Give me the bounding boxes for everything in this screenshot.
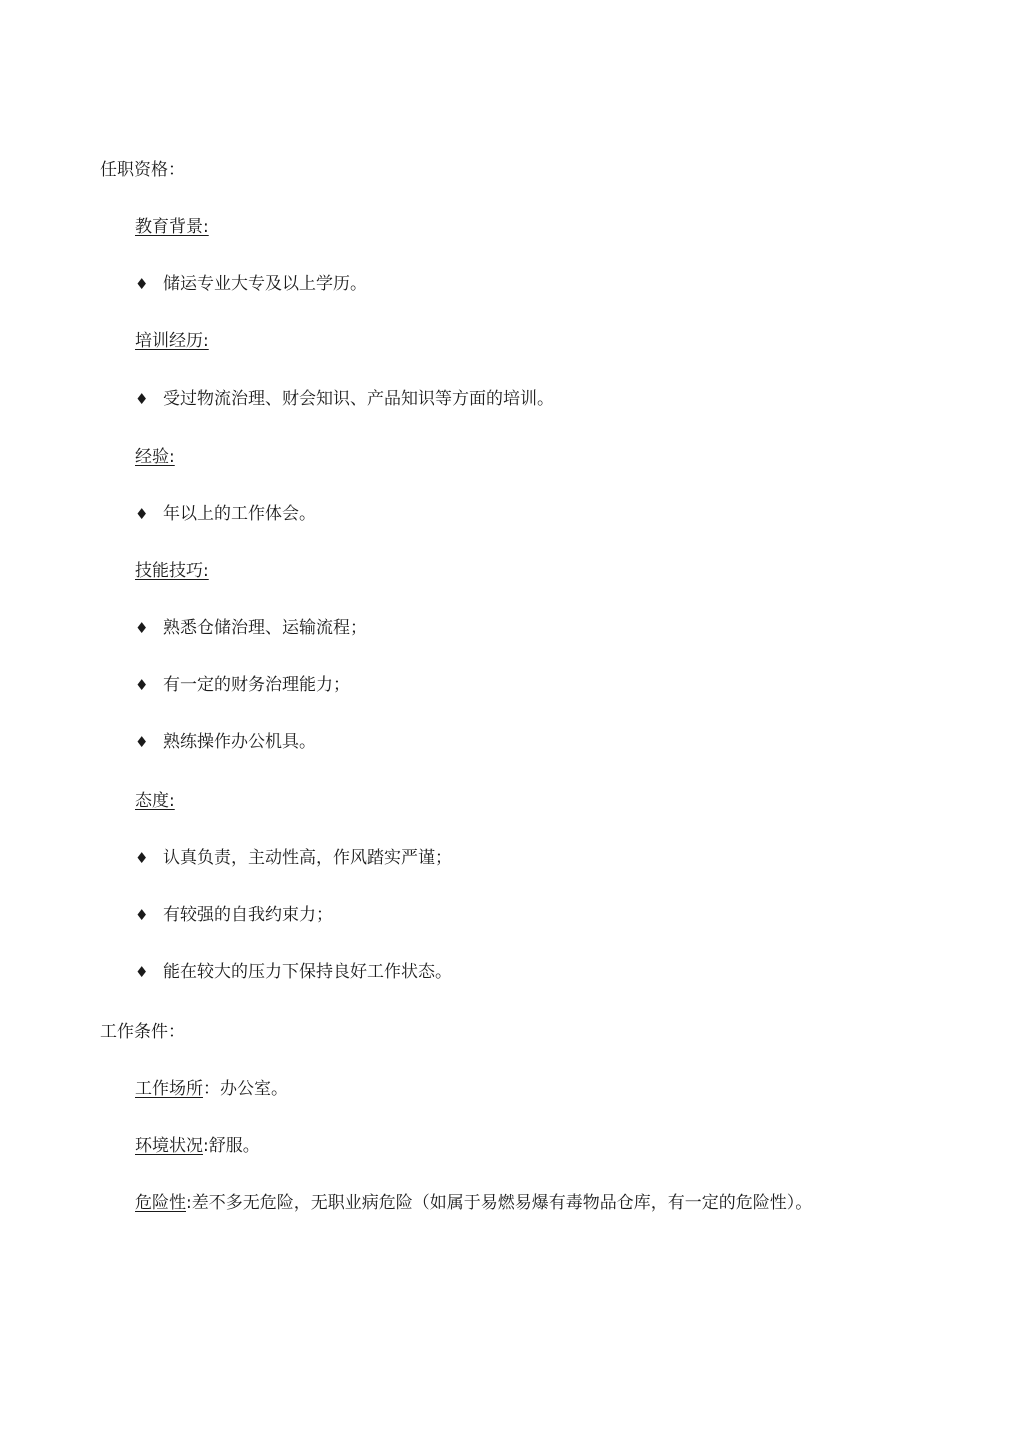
list-item-text: 储运专业大专及以上学历。: [163, 274, 367, 294]
workplace-label: 工作场所: [135, 1079, 203, 1099]
list-item: [135, 846, 452, 870]
list-item-text: 认真负责，主动性高，作风踏实严谨；: [163, 848, 452, 868]
workplace-line: [135, 1077, 288, 1101]
bullet-icon: ♦: [135, 733, 149, 751]
list-item: [135, 960, 452, 984]
list-item: [135, 616, 367, 640]
training-label: 培训经历:: [135, 331, 209, 351]
list-item-text: 有较强的自我约束力；: [163, 905, 333, 925]
bullet-icon: ♦: [135, 906, 149, 924]
list-item-text: 受过物流治理、财会知识、产品知识等方面的培训。: [163, 389, 554, 409]
list-item: [135, 272, 367, 296]
risk-value: :差不多无危险，无职业病危险（如属于易燃易爆有毒物品仓库，有一定的危险性）。: [186, 1193, 813, 1213]
workplace-value: ：办公室。: [203, 1079, 288, 1099]
bullet-icon: ♦: [135, 619, 149, 637]
list-item-text: 熟练操作办公机具。: [163, 732, 316, 752]
bullet-icon: ♦: [135, 505, 149, 523]
list-item: [135, 387, 554, 411]
attitude-label: 态度:: [135, 791, 175, 811]
list-item: [135, 730, 316, 754]
education-label: 教育背景:: [135, 217, 209, 237]
list-item: [135, 673, 350, 697]
skills-label: 技能技巧:: [135, 561, 209, 581]
list-item: [135, 502, 316, 526]
bullet-icon: ♦: [135, 676, 149, 694]
risk-line: [135, 1191, 812, 1215]
environment-line: [135, 1134, 260, 1158]
environment-value: :舒服。: [203, 1136, 260, 1156]
risk-label: 危险性: [135, 1193, 186, 1213]
list-item-text: 熟悉仓储治理、运输流程；: [163, 618, 367, 638]
experience-label: 经验:: [135, 447, 175, 467]
list-item: [135, 903, 333, 927]
qualifications-heading: 任职资格：: [100, 160, 185, 180]
bullet-icon: ♦: [135, 275, 149, 293]
environment-label: 环境状况: [135, 1136, 203, 1156]
list-item-text: 年以上的工作体会。: [163, 504, 316, 524]
bullet-icon: ♦: [135, 849, 149, 867]
bullet-icon: ♦: [135, 963, 149, 981]
conditions-heading: 工作条件：: [100, 1022, 185, 1042]
list-item-text: 能在较大的压力下保持良好工作状态。: [163, 962, 452, 982]
bullet-icon: ♦: [135, 390, 149, 408]
list-item-text: 有一定的财务治理能力；: [163, 675, 350, 695]
